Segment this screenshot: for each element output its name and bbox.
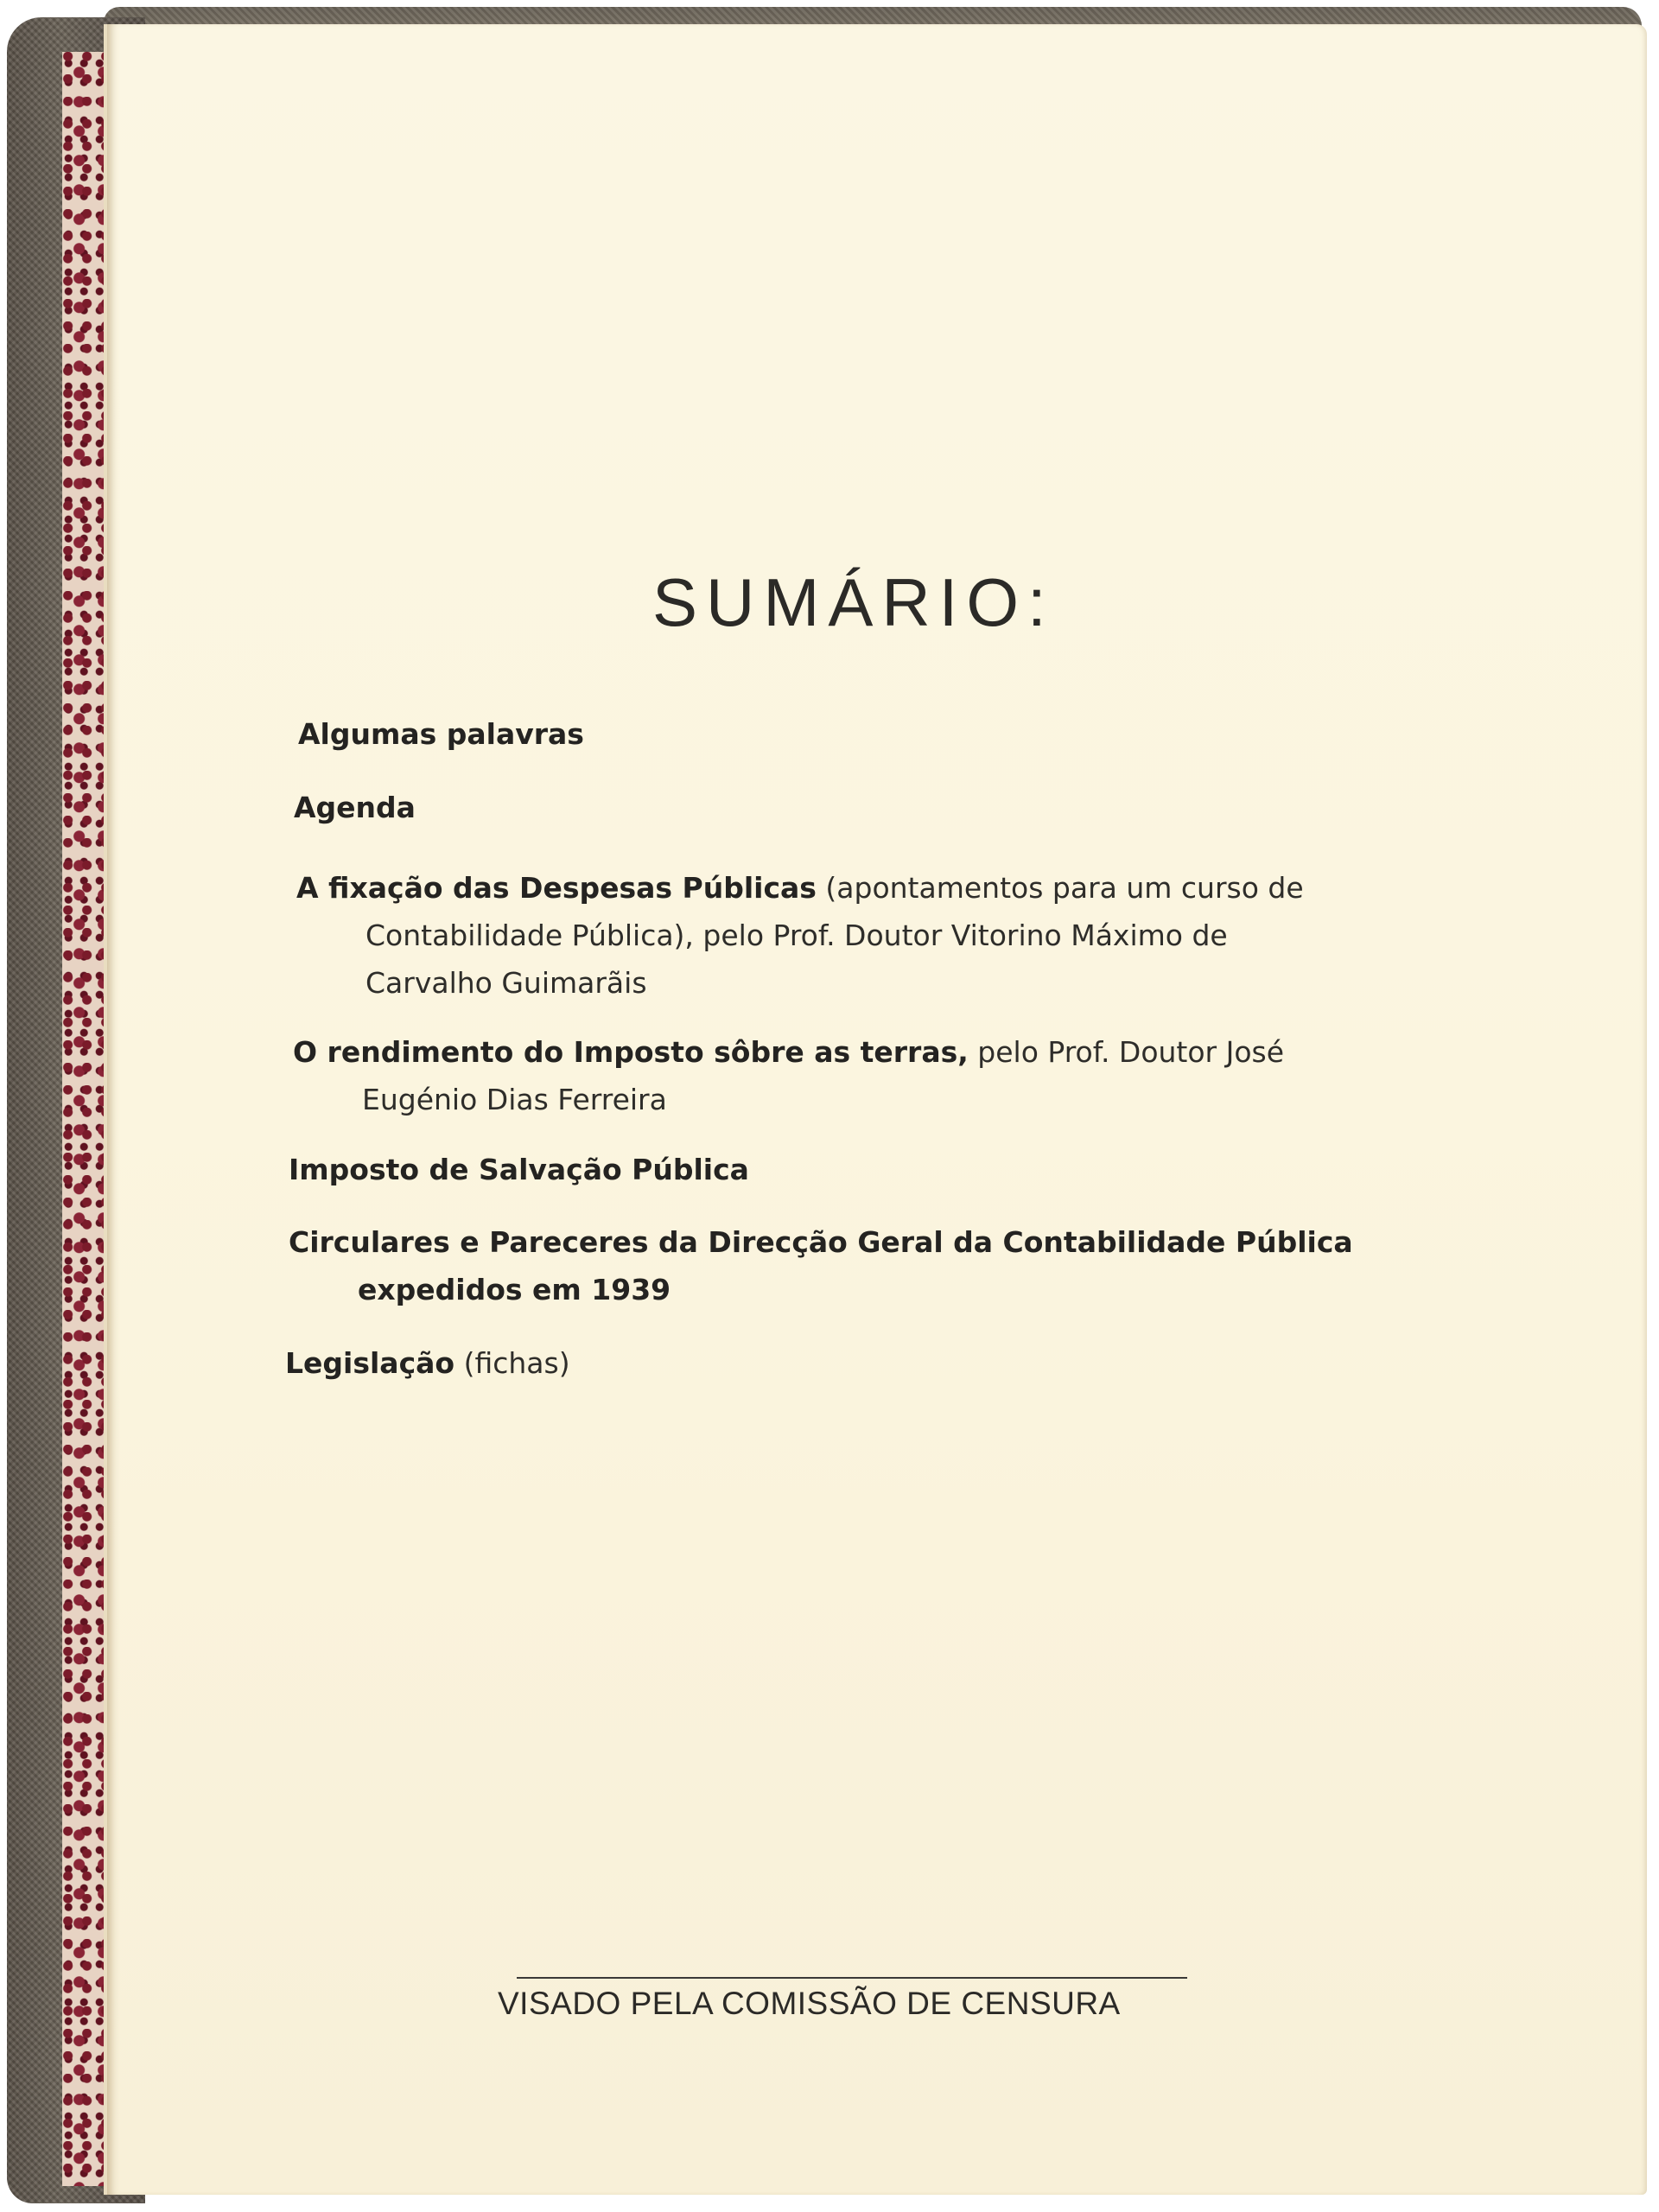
- toc-entry-label: Imposto de Salvação Pública: [289, 1153, 749, 1186]
- censorship-stamp-rule: [517, 1977, 1187, 1979]
- toc-entry-line: [296, 871, 1304, 905]
- toc-entry-agenda: [294, 784, 416, 831]
- toc-entry-label: Agenda: [294, 791, 416, 824]
- toc-entry-line: [289, 1225, 1353, 1259]
- toc-entry-label: Circulares e Pareceres da Direcção Geral da Contabilidade Pública: [289, 1225, 1353, 1259]
- toc-entry-algumas-palavras: [298, 710, 584, 758]
- toc-entry-despesas-publicas: [296, 864, 1304, 1007]
- toc-entry-label: Legislação: [285, 1346, 455, 1380]
- toc-entry-detail: (fichas): [454, 1346, 570, 1380]
- toc-entry-detail: (apontamentos para um curso de: [816, 871, 1304, 905]
- toc-entry-label: A fixação das Despesas Públicas: [296, 871, 817, 905]
- toc-entry-line: [293, 1035, 1284, 1069]
- toc-entry-salvacao-publica: [289, 1146, 749, 1193]
- marbled-endpaper: [62, 52, 107, 2186]
- page-title: SUMÁRIO:: [652, 564, 1055, 640]
- toc-entry-detail: pelo Prof. Doutor José: [968, 1035, 1285, 1069]
- toc-entry-continuation: Contabilidade Pública), pelo Prof. Doutor Vitorino Máximo de: [365, 918, 1228, 952]
- toc-entry-circulares: [289, 1218, 1353, 1313]
- toc-entry-continuation: Eugénio Dias Ferreira: [362, 1083, 667, 1116]
- toc-entry-label: O rendimento do Imposto sôbre as terras,: [293, 1035, 969, 1069]
- censorship-stamp: VISADO PELA COMISSÃO DE CENSURA: [498, 1986, 1121, 2021]
- toc-entry-continuation: Carvalho Guimarãis: [365, 966, 647, 1000]
- toc-entry-imposto-terras: [293, 1028, 1284, 1123]
- toc-entry-continuation: expedidos em 1939: [358, 1273, 671, 1306]
- toc-entry-legislacao: [285, 1339, 570, 1387]
- toc-entry-label: Algumas palavras: [298, 717, 584, 751]
